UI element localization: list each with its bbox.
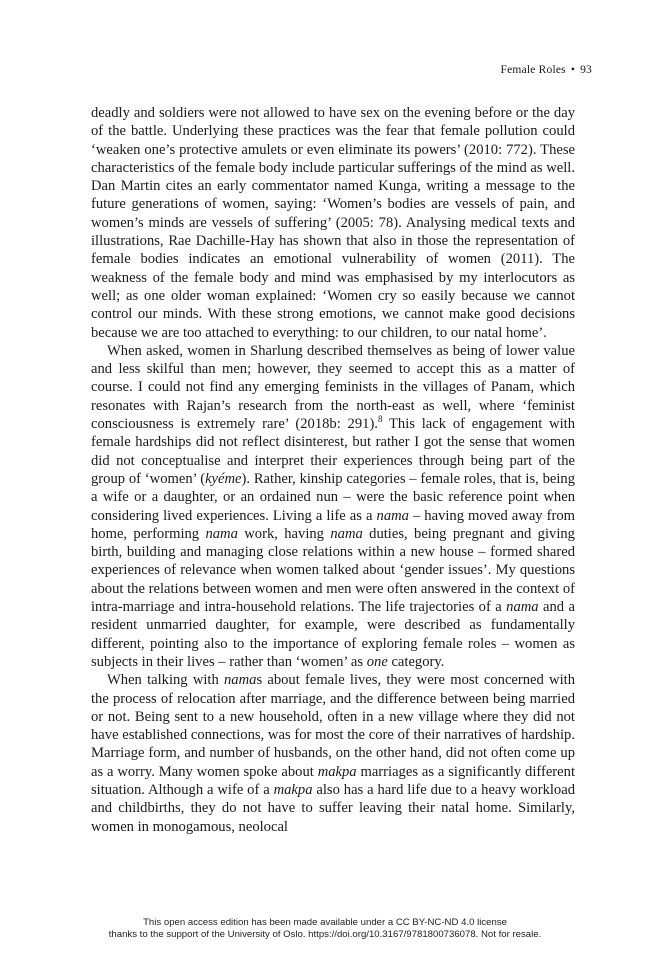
running-header: [501, 64, 592, 76]
text-run: s about female lives, they were most concerned with the process of relocation after marriage, and the difference between being married or not. Being sent to a new household, often in a new village where they did not have established connections, was for most the core of their narratives of hardship. Marriage form, and number of husbands, on the other hand, did not often come up as a worry. Many women spoke about: [91, 672, 575, 780]
text-run: When asked, women in Sharlung described themselves as being of lower value and less skilful than men; however, they seemed to accept this as a matter of course. I could not find any emerging feminists in the villages of Panam, which resonates with Rajan’s research from the north-east as well, where ‘feminist consciousness is extremely rare’ (2018b: 291).: [91, 342, 575, 433]
header-bullet: •: [570, 64, 576, 76]
license-footer: [0, 917, 650, 941]
footer-line-2: thanks to the support of the University of Oslo. https://doi.org/10.3167/9781800736078. Not for resale.: [108, 929, 542, 940]
footer-line-1: This open access edition has been made available under a CC BY-NC-ND 4.0 license: [143, 917, 507, 928]
italic-term: makpa: [317, 763, 357, 780]
italic-term: kyéme: [205, 470, 242, 487]
italic-term: one: [366, 653, 388, 670]
running-title: Female Roles: [500, 64, 566, 76]
text-run: deadly and soldiers were not allowed to have sex on the evening before or the day of the battle. Underlying these practices was the fear that female pollution could ‘weaken one’s protective amulets or even eliminate its powers’ (2010: 772). These characteristics of the female body include particular sufferings of the mind as well. Dan Martin cites an early commentator named Kunga, writing a message to the future generations of women, saying: ‘Women’s bodies are vessels of pain, and women’s minds are vessels of suffering’ (2005: 78). Analysing medical texts and illustrations, Rae Dachille-Hay has shown that also in those the representation of female bodies indicates an emotional vulnerability of women (2011). The weakness of the female body and mind was emphasised by my interlocutors as well; as one older woman explained: ‘Women cry so easily because we cannot control our minds. With these strong emotions, we cannot make good decisions because we are too attached to everything: to our children, to our natal home’.: [91, 105, 575, 341]
text-run: ). Rather, kinship categories – female roles, that is, being a wife or a daughter, or an ordained nun – were the basic reference point when considering lived experiences. Living a life as a: [91, 470, 575, 524]
footnote-marker: 8: [377, 414, 383, 425]
text-run: work, having: [237, 525, 331, 542]
text-run: – having moved away from home, performing: [91, 507, 576, 542]
body-text: [91, 104, 575, 836]
paragraph: [91, 671, 575, 836]
italic-term: nama: [224, 672, 257, 689]
paragraph: [91, 104, 575, 342]
text-run: This lack of engagement with female hardships did not reflect disinterest, but rather I got the sense that women did not conceptualise and interpret their experiences through being part of the group of ‘women’ (: [91, 416, 575, 487]
text-run: duties, being pregnant and giving birth, building and managing close relations within a new house – formed shared experiences of relevance when women talked about ‘gender issues’. My questions about the relations between women and men were often answered in the context of intra-marriage and intra-household relations. The life trajectories of a: [91, 525, 575, 616]
page-number: 93: [580, 64, 592, 76]
italic-term: nama: [205, 525, 238, 542]
italic-term: makpa: [273, 781, 313, 798]
text-run: When talking with: [107, 672, 224, 689]
text-run: also has a hard life due to a heavy workload and childbirths, they do not have to suffer leaving their natal home. Similarly, women in monogamous, neolocal: [91, 781, 575, 835]
text-run: category.: [387, 653, 445, 670]
text-run: marriages as a significantly different situation. Although a wife of a: [91, 763, 575, 798]
italic-term: nama: [330, 525, 363, 542]
text-run: and a resident unmarried daughter, for example, were described as fundamentally different, pointing also to the importance of exploring female roles – women as subjects in their lives – rather than ‘women’ as: [91, 599, 575, 670]
italic-term: nama: [506, 599, 539, 616]
italic-term: nama: [376, 507, 409, 524]
paragraph: [91, 342, 575, 671]
